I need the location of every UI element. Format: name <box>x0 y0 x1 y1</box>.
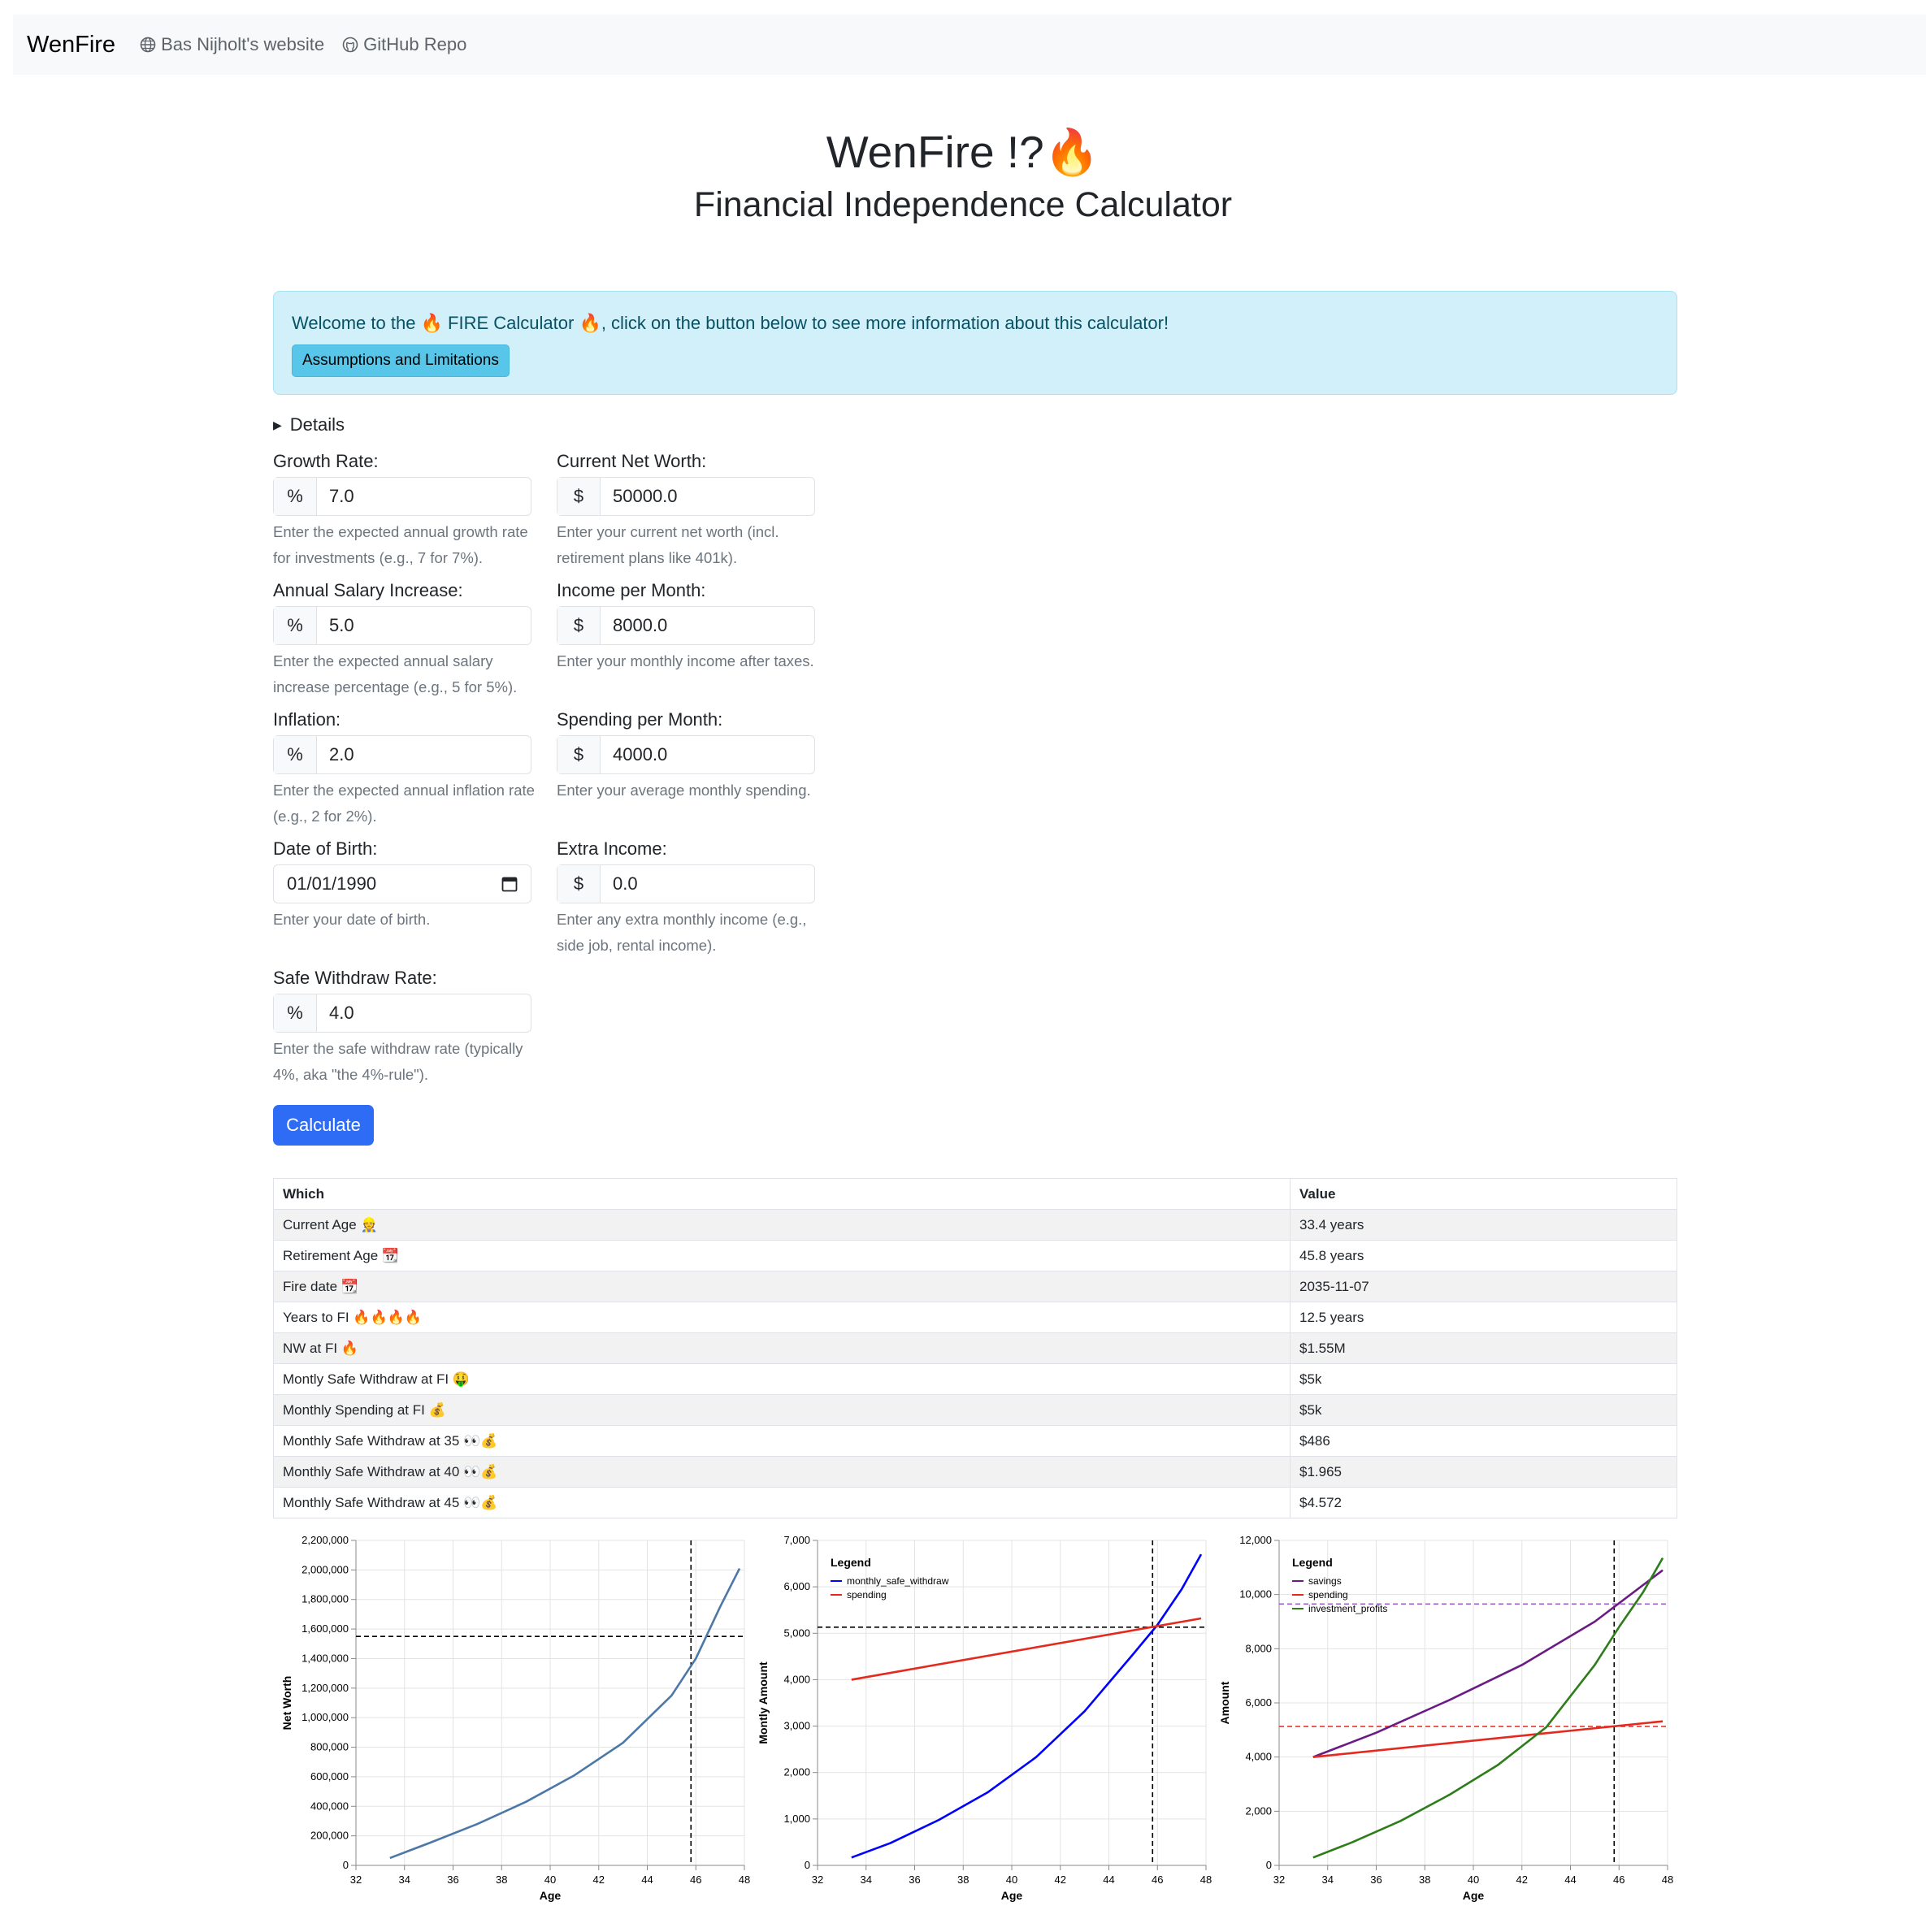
y-axis-label: Net Worth <box>280 1675 293 1731</box>
details-toggle[interactable] <box>273 414 345 435</box>
x-tick-label: 48 <box>1199 1874 1212 1886</box>
y-tick-label: 2,000 <box>1245 1804 1272 1817</box>
series-line <box>390 1569 740 1858</box>
safe-withdraw-label: Safe Withdraw Rate: <box>273 968 437 988</box>
safe-withdraw-field <box>273 968 533 1088</box>
info-alert <box>273 291 1677 395</box>
results-table <box>273 1178 1677 1518</box>
legend-label: savings <box>1308 1575 1342 1587</box>
table-row <box>274 1395 1677 1426</box>
y-tick-label: 1,000 <box>783 1812 810 1825</box>
x-tick-label: 42 <box>1516 1874 1528 1886</box>
row-label: Years to FI 🔥🔥🔥🔥 <box>274 1302 1291 1333</box>
brand-link[interactable]: WenFire <box>27 31 116 58</box>
y-tick-label: 6,000 <box>1245 1696 1272 1709</box>
row-label: Fire date 📆 <box>274 1271 1291 1302</box>
x-tick-label: 32 <box>1273 1874 1286 1886</box>
inflation-help: Enter the expected annual inflation rate (e.g., 2 for 2%). <box>273 782 535 825</box>
y-tick-label: 0 <box>342 1859 349 1871</box>
x-tick-label: 32 <box>811 1874 824 1886</box>
x-tick-label: 44 <box>641 1874 653 1886</box>
y-tick-label: 2,200,000 <box>301 1534 349 1546</box>
row-label: Monthly Safe Withdraw at 35 👀💰 <box>274 1426 1291 1457</box>
salary-increase-label: Annual Salary Increase: <box>273 580 463 600</box>
inflation-label: Inflation: <box>273 709 341 730</box>
row-value: $1.55M <box>1291 1333 1677 1364</box>
spending-help: Enter your average monthly spending. <box>557 782 811 799</box>
series-line-savings <box>1313 1570 1663 1757</box>
row-value: $4.572 <box>1291 1488 1677 1518</box>
extra-income-field <box>557 838 817 959</box>
legend-title: Legend <box>831 1556 871 1569</box>
globe-icon <box>140 37 156 53</box>
x-tick-label: 36 <box>909 1874 921 1886</box>
dollar-prefix: $ <box>557 478 601 515</box>
safe-withdraw-help: Enter the safe withdraw rate (typically 4%, aka "the 4%-rule"). <box>273 1040 523 1083</box>
y-tick-label: 1,200,000 <box>301 1681 349 1694</box>
row-value: 2035-11-07 <box>1291 1271 1677 1302</box>
legend-label: monthly_safe_withdraw <box>847 1575 949 1587</box>
spending-value[interactable]: 4000.0 <box>613 744 668 765</box>
table-row <box>274 1210 1677 1241</box>
series-line-spending <box>1313 1722 1663 1757</box>
income-label: Income per Month: <box>557 580 706 600</box>
row-value: 12.5 years <box>1291 1302 1677 1333</box>
spending-input[interactable] <box>557 735 815 774</box>
legend-title: Legend <box>1292 1556 1333 1569</box>
x-tick-label: 40 <box>1005 1874 1018 1886</box>
row-label: Monthly Safe Withdraw at 40 👀💰 <box>274 1457 1291 1488</box>
assumptions-button[interactable]: Assumptions and Limitations <box>292 344 510 377</box>
y-tick-label: 1,800,000 <box>301 1592 349 1605</box>
row-value: $5k <box>1291 1395 1677 1426</box>
row-label: Monthly Safe Withdraw at 45 👀💰 <box>274 1488 1291 1518</box>
y-tick-label: 5,000 <box>783 1627 810 1640</box>
row-value: $1.965 <box>1291 1457 1677 1488</box>
income-input[interactable] <box>557 606 815 645</box>
y-tick-label: 0 <box>804 1859 810 1871</box>
y-tick-label: 4,000 <box>1245 1750 1272 1763</box>
y-tick-label: 3,000 <box>783 1719 810 1732</box>
table-row <box>274 1302 1677 1333</box>
y-tick-label: 1,600,000 <box>301 1622 349 1635</box>
x-axis-label: Age <box>1000 1889 1023 1902</box>
percent-prefix: % <box>274 994 317 1032</box>
table-row <box>274 1271 1677 1302</box>
net-worth-field <box>557 451 817 571</box>
net-worth-help: Enter your current net worth (incl. retirement plans like 401k). <box>557 523 779 566</box>
row-value: $486 <box>1291 1426 1677 1457</box>
row-label: Monthly Spending at FI 💰 <box>274 1395 1291 1426</box>
series-line-spending <box>852 1618 1201 1679</box>
row-value: 45.8 years <box>1291 1241 1677 1271</box>
growth-rate-value[interactable]: 7.0 <box>329 486 354 506</box>
inflation-input[interactable] <box>273 735 531 774</box>
table-header-row <box>274 1179 1677 1210</box>
y-tick-label: 2,000 <box>783 1765 810 1778</box>
extra-income-value[interactable]: 0.0 <box>613 873 638 894</box>
safe-withdraw-value[interactable]: 4.0 <box>329 1003 354 1023</box>
row-value: 33.4 years <box>1291 1210 1677 1241</box>
row-label: Montly Safe Withdraw at FI 🤑 <box>274 1364 1291 1395</box>
net-worth-chart <box>273 1527 751 1909</box>
series-line-monthly_safe_withdraw <box>852 1554 1201 1857</box>
salary-increase-value[interactable]: 5.0 <box>329 615 354 635</box>
growth-rate-field <box>273 451 533 571</box>
percent-prefix: % <box>274 736 317 773</box>
y-tick-label: 12,000 <box>1239 1534 1272 1546</box>
y-tick-label: 4,000 <box>783 1673 810 1686</box>
growth-rate-label: Growth Rate: <box>273 451 379 471</box>
extra-income-input[interactable] <box>557 864 815 903</box>
table-header-which: Which <box>274 1179 1291 1210</box>
salary-increase-field <box>273 580 533 700</box>
y-tick-label: 10,000 <box>1239 1588 1272 1601</box>
dollar-prefix: $ <box>557 865 601 903</box>
salary-increase-help: Enter the expected annual salary increase percentage (e.g., 5 for 5%). <box>273 652 518 695</box>
table-header-value: Value <box>1291 1179 1677 1210</box>
x-tick-label: 34 <box>1321 1874 1334 1886</box>
dob-value: 01/01/1990 <box>287 873 377 894</box>
github-icon <box>342 37 358 53</box>
extra-income-help: Enter any extra monthly income (e.g., side job, rental income). <box>557 911 807 954</box>
extra-income-label: Extra Income: <box>557 838 667 859</box>
y-tick-label: 0 <box>1265 1859 1272 1871</box>
inflation-value[interactable]: 2.0 <box>329 744 354 765</box>
y-tick-label: 1,000,000 <box>301 1711 349 1724</box>
x-tick-label: 40 <box>1467 1874 1480 1886</box>
x-tick-label: 38 <box>496 1874 508 1886</box>
growth-rate-input[interactable] <box>273 477 531 516</box>
legend-label: spending <box>847 1589 887 1601</box>
x-tick-label: 40 <box>544 1874 557 1886</box>
y-axis-label: Montly Amount <box>757 1661 770 1744</box>
y-tick-label: 2,000,000 <box>301 1563 349 1576</box>
x-tick-label: 44 <box>1564 1874 1577 1886</box>
y-axis-label: Amount <box>1218 1681 1231 1725</box>
income-field <box>557 580 817 674</box>
dob-input[interactable] <box>273 864 531 903</box>
x-tick-label: 36 <box>1370 1874 1382 1886</box>
x-tick-label: 38 <box>1419 1874 1431 1886</box>
y-tick-label: 6,000 <box>783 1580 810 1593</box>
table-row <box>274 1457 1677 1488</box>
nav-link-website-label: Bas Nijholt's website <box>161 34 325 54</box>
dollar-prefix: $ <box>557 736 601 773</box>
net-worth-input[interactable] <box>557 477 815 516</box>
x-tick-label: 34 <box>860 1874 872 1886</box>
x-axis-label: Age <box>1462 1889 1485 1902</box>
x-tick-label: 42 <box>1054 1874 1066 1886</box>
x-tick-label: 42 <box>592 1874 605 1886</box>
table-row <box>274 1488 1677 1518</box>
net-worth-label: Current Net Worth: <box>557 451 707 471</box>
dollar-prefix: $ <box>557 607 601 644</box>
disclosure-triangle-icon: ▶ <box>273 418 282 431</box>
x-tick-label: 32 <box>349 1874 362 1886</box>
table-row <box>274 1241 1677 1271</box>
details-label: Details <box>289 414 345 435</box>
y-tick-label: 200,000 <box>310 1829 349 1842</box>
x-tick-label: 46 <box>1152 1874 1164 1886</box>
row-label: Current Age 👷 <box>274 1210 1291 1241</box>
dob-label: Date of Birth: <box>273 838 378 859</box>
y-tick-label: 600,000 <box>310 1770 349 1783</box>
table-row <box>274 1364 1677 1395</box>
income-value[interactable]: 8000.0 <box>613 615 668 635</box>
row-value: $5k <box>1291 1364 1677 1395</box>
y-tick-label: 800,000 <box>310 1740 349 1753</box>
navbar <box>13 15 1926 75</box>
salary-increase-input[interactable] <box>273 606 531 645</box>
monthly-amount-chart <box>753 1527 1212 1909</box>
calculate-button[interactable]: Calculate <box>273 1105 374 1146</box>
y-tick-label: 7,000 <box>783 1534 810 1546</box>
x-axis-label: Age <box>539 1889 562 1902</box>
page-title: WenFire !?🔥 <box>826 127 1100 177</box>
dob-help: Enter your date of birth. <box>273 911 431 928</box>
nav-link-github-label: GitHub Repo <box>363 34 467 54</box>
y-tick-label: 1,400,000 <box>301 1652 349 1665</box>
legend-label: investment_profits <box>1308 1603 1388 1614</box>
row-label: Retirement Age 📆 <box>274 1241 1291 1271</box>
nav-link-github[interactable] <box>342 34 466 55</box>
y-tick-label: 8,000 <box>1245 1642 1272 1655</box>
x-tick-label: 44 <box>1103 1874 1115 1886</box>
legend-label: spending <box>1308 1589 1348 1601</box>
table-row <box>274 1333 1677 1364</box>
percent-prefix: % <box>274 607 317 644</box>
safe-withdraw-input[interactable] <box>273 994 531 1033</box>
spending-field <box>557 709 817 804</box>
x-tick-label: 34 <box>398 1874 410 1886</box>
y-tick-label: 400,000 <box>310 1800 349 1813</box>
growth-rate-help: Enter the expected annual growth rate for investments (e.g., 7 for 7%). <box>273 523 528 566</box>
spending-label: Spending per Month: <box>557 709 723 730</box>
x-tick-label: 38 <box>957 1874 970 1886</box>
net-worth-value[interactable]: 50000.0 <box>613 486 678 506</box>
percent-prefix: % <box>274 478 317 515</box>
alert-text: Welcome to the 🔥 FIRE Calculator 🔥, click on the button below to see more information about this calculator! <box>292 313 1169 333</box>
calendar-icon[interactable] <box>501 876 518 892</box>
dob-field <box>273 838 533 933</box>
x-tick-label: 48 <box>738 1874 751 1886</box>
nav-link-website[interactable] <box>140 34 324 55</box>
income-help: Enter your monthly income after taxes. <box>557 652 814 669</box>
page-subtitle: Financial Independence Calculator <box>693 185 1233 224</box>
inflation-field <box>273 709 533 830</box>
x-tick-label: 36 <box>447 1874 459 1886</box>
amount-chart <box>1216 1527 1674 1909</box>
x-tick-label: 48 <box>1661 1874 1674 1886</box>
row-label: NW at FI 🔥 <box>274 1333 1291 1364</box>
x-tick-label: 46 <box>1613 1874 1625 1886</box>
table-row <box>274 1426 1677 1457</box>
x-tick-label: 46 <box>690 1874 702 1886</box>
